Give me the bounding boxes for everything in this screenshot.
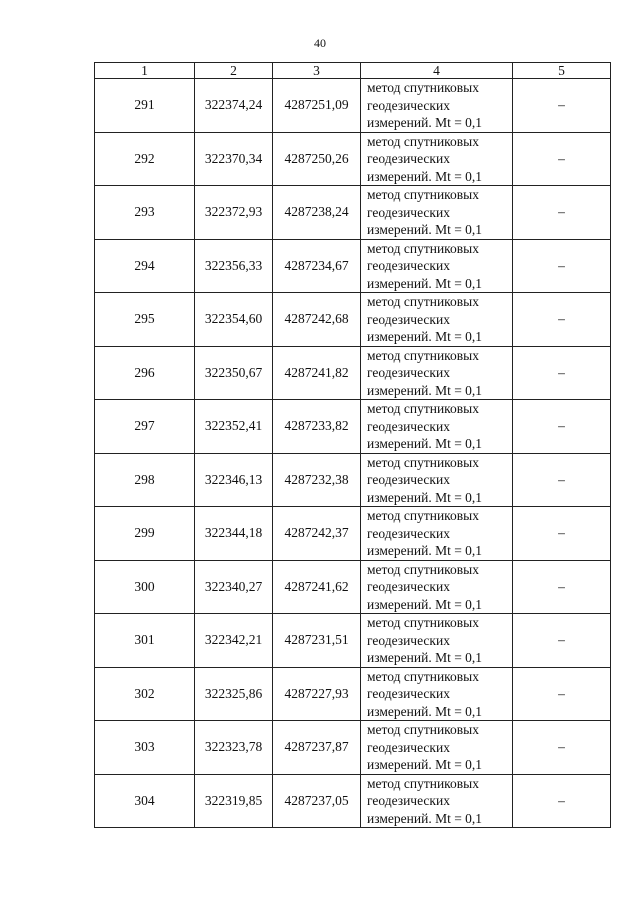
method-cell [361,507,513,561]
method-line: метод спутниковых [367,240,479,256]
y-coordinate-cell: 4287241,62 [273,560,361,614]
method-cell [361,293,513,347]
method-line: измерений. Mt = 0,1 [367,275,483,291]
table-row [95,400,611,454]
table-row [95,346,611,400]
y-coordinate-cell: 4287241,82 [273,346,361,400]
method-line: метод спутниковых [367,347,479,363]
x-coordinate-cell: 322354,60 [195,293,273,347]
method-cell [361,79,513,133]
x-coordinate-cell: 322370,34 [195,132,273,186]
method-line: геодезических [367,97,450,113]
y-coordinate-cell: 4287238,24 [273,186,361,240]
method-cell [361,453,513,507]
method-cell [361,560,513,614]
method-line: геодезических [367,151,450,166]
method-line: метод спутниковых [367,668,479,684]
method-cell [361,186,513,240]
x-coordinate-cell: 322325,86 [195,667,273,721]
method-cell [361,346,513,400]
method-line: измерений. Mt = 0,1 [367,596,483,612]
point-number-cell: 295 [95,293,195,347]
table-row [95,186,611,240]
table-row [95,614,611,668]
coordinates-table [94,62,611,828]
header-col-1: 1 [95,63,195,79]
point-number-cell: 293 [95,186,195,240]
header-col-3: 3 [273,63,361,79]
header-col-2: 2 [195,63,273,79]
header-col-5: 5 [513,63,611,79]
point-number-cell: 292 [95,132,195,186]
table-row [95,667,611,721]
y-coordinate-cell: 4287234,67 [273,239,361,293]
table-row [95,239,611,293]
method-line: измерений. Mt = 0,1 [367,222,483,237]
y-coordinate-cell: 4287231,51 [273,614,361,668]
x-coordinate-cell: 322344,18 [195,507,273,561]
method-line: геодезических [367,632,450,648]
note-cell: – [513,239,611,293]
note-cell: – [513,614,611,668]
method-line: измерений. Mt = 0,1 [367,115,483,130]
method-line: метод спутниковых [367,722,479,737]
method-cell [361,239,513,293]
method-line: метод спутниковых [367,80,479,95]
note-cell: – [513,346,611,400]
point-number-cell: 294 [95,239,195,293]
method-cell [361,614,513,668]
y-coordinate-cell: 4287233,82 [273,400,361,454]
table-row [95,774,611,828]
x-coordinate-cell: 322340,27 [195,560,273,614]
table-row [95,560,611,614]
method-line: геодезических [367,793,450,808]
point-number-cell: 302 [95,667,195,721]
note-cell: – [513,721,611,775]
table-body [95,79,611,828]
method-line: геодезических [367,686,450,701]
method-line: измерений. Mt = 0,1 [367,650,483,665]
method-line: измерений. Mt = 0,1 [367,329,483,344]
point-number-cell: 300 [95,560,195,614]
method-line: метод спутниковых [367,187,479,202]
method-line: геодезических [367,204,450,220]
y-coordinate-cell: 4287227,93 [273,667,361,721]
x-coordinate-cell: 322372,93 [195,186,273,240]
point-number-cell: 303 [95,721,195,775]
table-row [95,507,611,561]
point-number-cell: 304 [95,774,195,828]
method-cell [361,132,513,186]
method-line: геодезических [367,365,450,380]
method-line: метод спутниковых [367,401,479,416]
y-coordinate-cell: 4287232,38 [273,453,361,507]
page-number: 40 [314,36,326,50]
note-cell: – [513,507,611,561]
method-line: измерений. Mt = 0,1 [367,703,483,719]
note-cell: – [513,453,611,507]
method-line: метод спутниковых [367,508,479,523]
table-row [95,293,611,347]
method-cell [361,721,513,775]
method-line: метод спутниковых [367,775,479,791]
x-coordinate-cell: 322323,78 [195,721,273,775]
method-line: геодезических [367,739,450,755]
x-coordinate-cell: 322374,24 [195,79,273,133]
point-number-cell: 291 [95,79,195,133]
note-cell: – [513,774,611,828]
method-line: геодезических [367,525,450,541]
method-line: геодезических [367,418,450,434]
point-number-cell: 301 [95,614,195,668]
method-line: измерений. Mt = 0,1 [367,168,483,184]
x-coordinate-cell: 322356,33 [195,239,273,293]
y-coordinate-cell: 4287242,37 [273,507,361,561]
x-coordinate-cell: 322352,41 [195,400,273,454]
note-cell: – [513,79,611,133]
point-number-cell: 297 [95,400,195,454]
table-row [95,453,611,507]
point-number-cell: 298 [95,453,195,507]
method-line: метод спутниковых [367,133,479,149]
note-cell: – [513,560,611,614]
y-coordinate-cell: 4287237,05 [273,774,361,828]
method-cell [361,400,513,454]
method-line: метод спутниковых [367,454,479,470]
method-cell [361,774,513,828]
method-line: измерений. Mt = 0,1 [367,382,483,398]
method-line: геодезических [367,311,450,327]
method-line: измерений. Mt = 0,1 [367,436,483,451]
y-coordinate-cell: 4287237,87 [273,721,361,775]
y-coordinate-cell: 4287242,68 [273,293,361,347]
method-line: геодезических [367,579,450,594]
x-coordinate-cell: 322350,67 [195,346,273,400]
point-number-cell: 299 [95,507,195,561]
table-row [95,132,611,186]
note-cell: – [513,186,611,240]
method-line: метод спутниковых [367,294,479,309]
method-line: метод спутниковых [367,561,479,577]
x-coordinate-cell: 322342,21 [195,614,273,668]
method-line: измерений. Mt = 0,1 [367,489,483,505]
table-row [95,721,611,775]
note-cell: – [513,293,611,347]
method-line: измерений. Mt = 0,1 [367,810,483,826]
method-line: измерений. Mt = 0,1 [367,543,483,558]
table-row [95,79,611,133]
header-row [95,63,611,79]
x-coordinate-cell: 322346,13 [195,453,273,507]
method-line: геодезических [367,258,450,273]
method-line: измерений. Mt = 0,1 [367,757,483,772]
y-coordinate-cell: 4287250,26 [273,132,361,186]
y-coordinate-cell: 4287251,09 [273,79,361,133]
note-cell: – [513,132,611,186]
point-number-cell: 296 [95,346,195,400]
x-coordinate-cell: 322319,85 [195,774,273,828]
method-cell [361,667,513,721]
header-col-4: 4 [361,63,513,79]
method-line: геодезических [367,472,450,487]
note-cell: – [513,667,611,721]
note-cell: – [513,400,611,454]
method-line: метод спутниковых [367,615,479,630]
